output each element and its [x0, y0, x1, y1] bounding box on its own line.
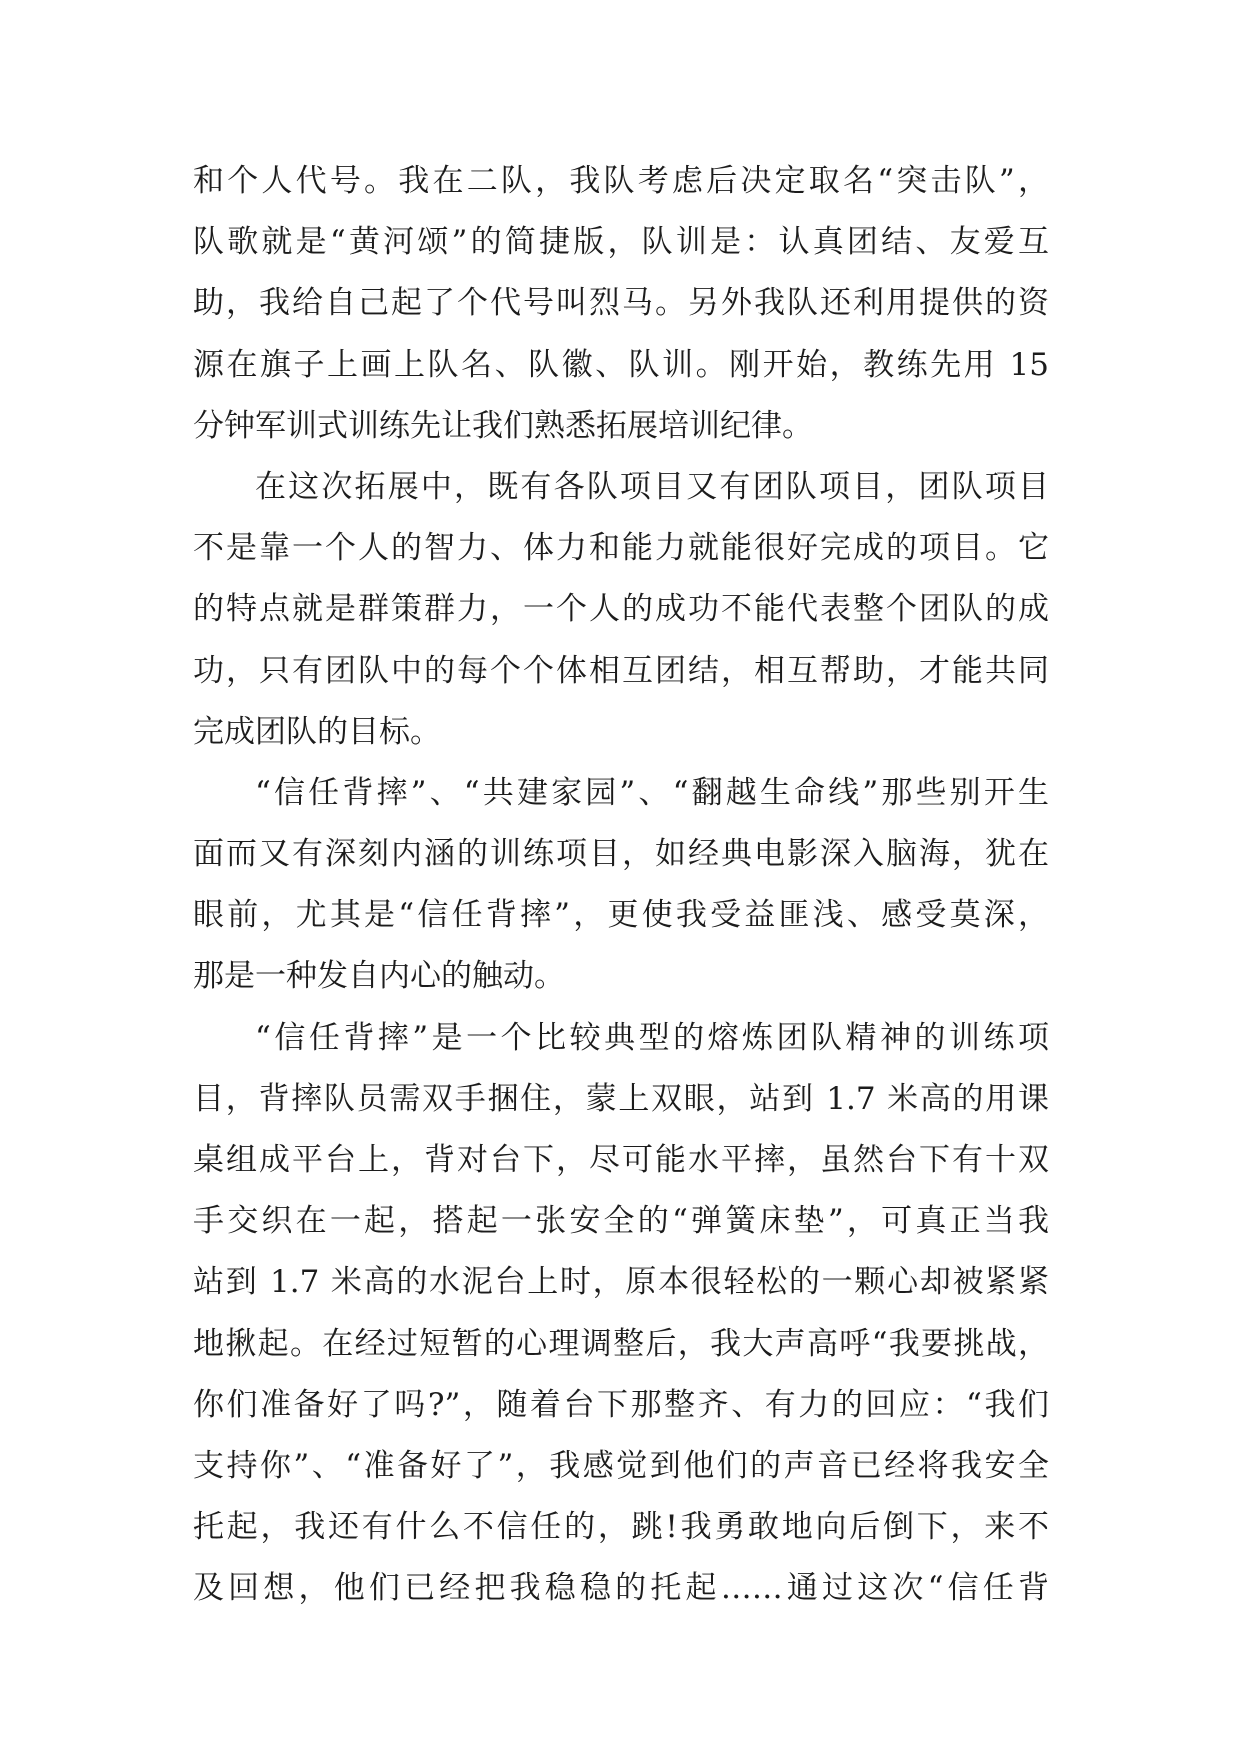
text-line: 站到 1.7 米高的水泥台上时，原本很轻松的一颗心却被紧紧: [193, 1264, 1049, 1301]
text-line: “信任背摔”、“共建家园”、“翻越生命线”那些别开生: [255, 774, 1049, 811]
paragraph: [193, 151, 1049, 457]
text-line: 支持你”、“准备好了”，我感觉到他们的声音已经将我安全: [193, 1447, 1049, 1484]
text-line: 的特点就是群策群力，一个人的成功不能代表整个团队的成: [193, 591, 1049, 628]
text-line: 分钟军训式训练先让我们熟悉拓展培训纪律。: [193, 407, 813, 444]
text-line: 眼前，尤其是“信任背摔”，更使我受益匪浅、感受莫深，: [193, 897, 1049, 934]
text-line: 完成团队的目标。: [193, 713, 441, 750]
text-line: 助，我给自己起了个代号叫烈马。另外我队还利用提供的资: [193, 285, 1049, 322]
text-line: 功，只有团队中的每个个体相互团结，相互帮助，才能共同: [193, 652, 1049, 689]
text-line: 桌组成平台上，背对台下，尽可能水平摔，虽然台下有十双: [193, 1142, 1049, 1178]
text-line: 队歌就是“黄河颂”的简捷版，队训是：认真团结、友爱互: [193, 224, 1049, 261]
body-text: [193, 151, 1049, 1620]
paragraph: [193, 763, 1049, 1008]
text-line: 手交织在一起，搭起一张安全的“弹簧床垫”，可真正当我: [193, 1203, 1049, 1240]
text-line: 地揪起。在经过短暂的心理调整后，我大声高呼“我要挑战，: [193, 1325, 1049, 1362]
text-line: 目，背摔队员需双手捆住，蒙上双眼，站到 1.7 米高的用课: [193, 1080, 1049, 1117]
text-line: 那是一种发自内心的触动。: [193, 958, 565, 995]
text-line: 你们准备好了吗?”，随着台下那整齐、有力的回应：“我们: [193, 1386, 1049, 1423]
text-line: “信任背摔”是一个比较典型的熔炼团队精神的训练项: [255, 1019, 1049, 1056]
text-line: 及回想，他们已经把我稳稳的托起……通过这次“信任背: [193, 1570, 1049, 1607]
text-line: 源在旗子上画上队名、队徽、队训。刚开始，教练先用 15: [193, 346, 1049, 383]
text-line: 面而又有深刻内涵的训练项目，如经典电影深入脑海，犹在: [193, 836, 1049, 873]
text-line: 托起，我还有什么不信任的，跳!我勇敢地向后倒下，来不: [193, 1509, 1049, 1546]
text-line: 不是靠一个人的智力、体力和能力就能很好完成的项目。它: [193, 530, 1049, 567]
text-line: 在这次拓展中，既有各队项目又有团队项目，团队项目: [255, 468, 1049, 505]
paragraph: [193, 1008, 1049, 1620]
text-line: 和个人代号。我在二队，我队考虑后决定取名“突击队”，: [193, 163, 1049, 199]
paragraph: [193, 457, 1049, 763]
